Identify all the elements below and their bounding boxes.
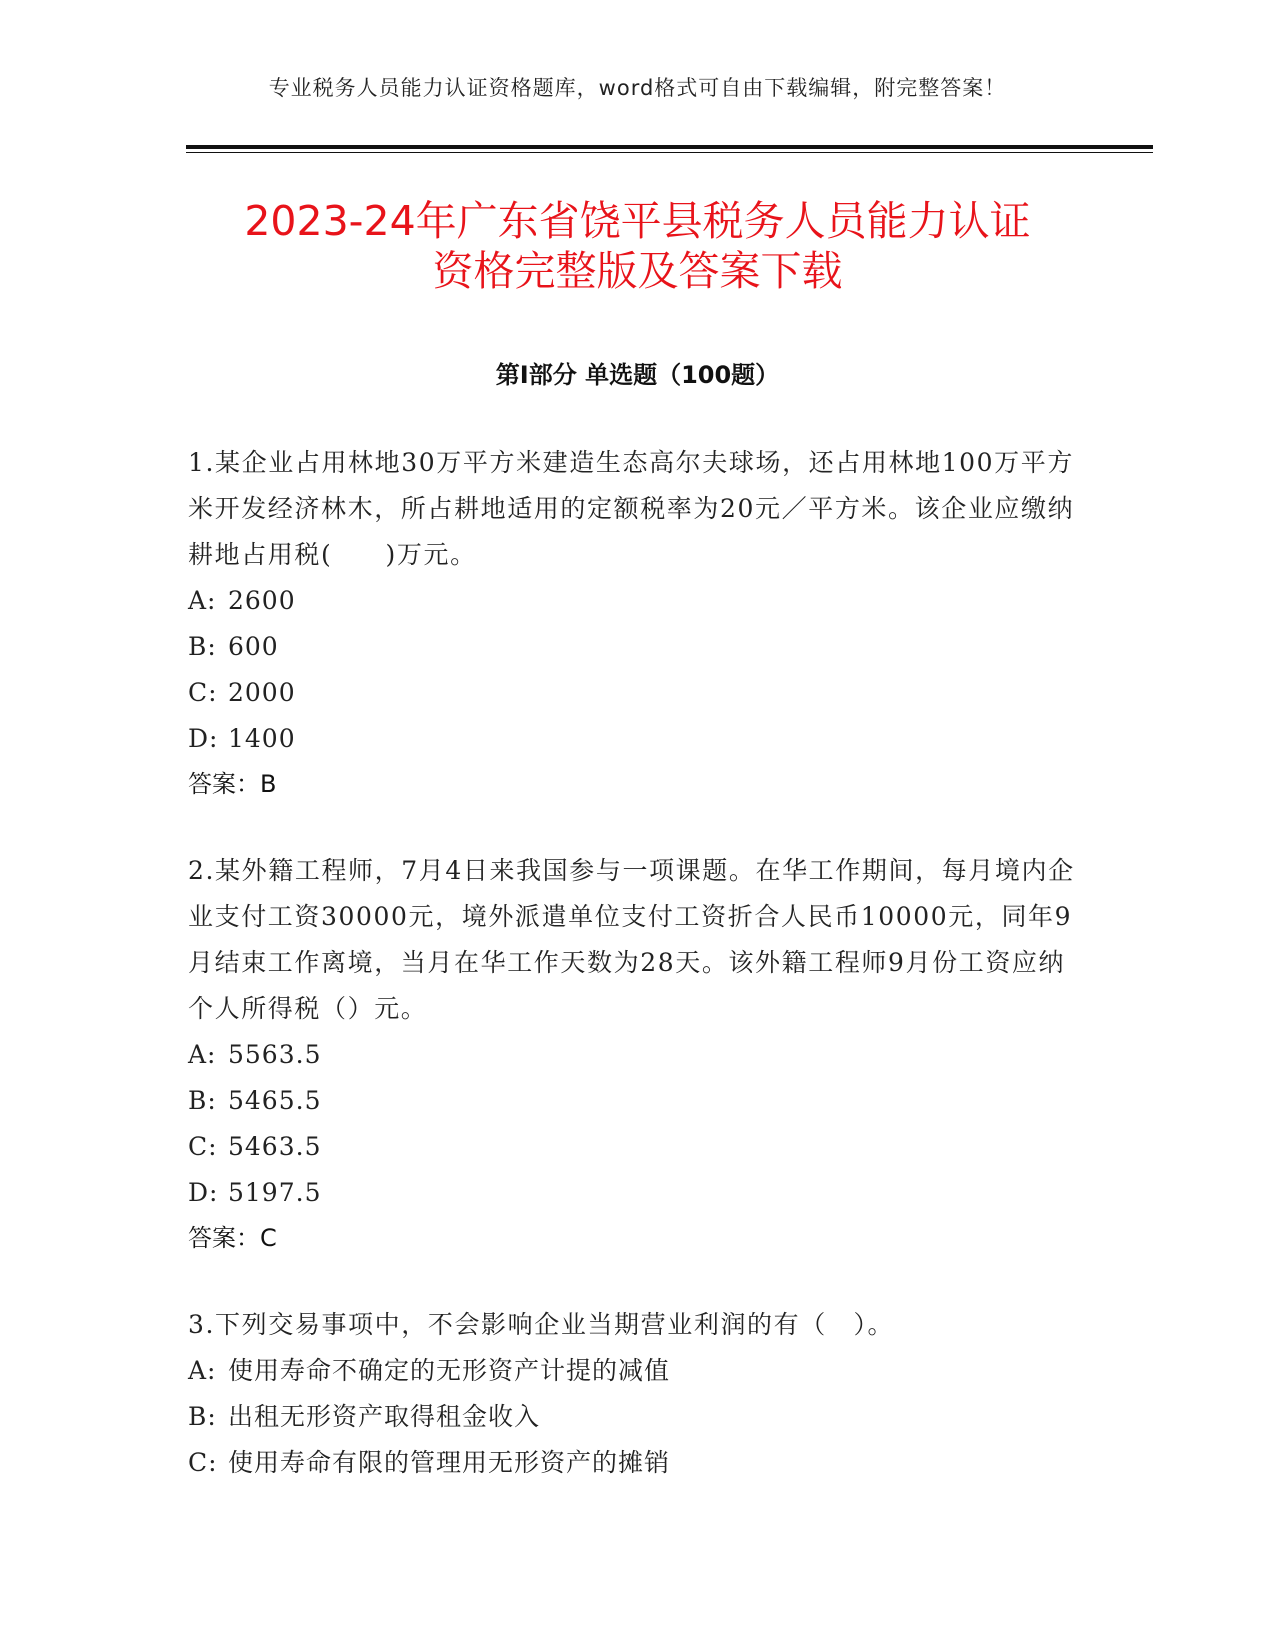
- option-text: 600: [228, 632, 279, 661]
- question-list: [188, 440, 1088, 1528]
- option-c: [188, 1440, 1088, 1486]
- header-rule-thin: [186, 152, 1153, 153]
- question-3: [188, 1302, 1088, 1486]
- answer-text: 答案：B: [188, 770, 277, 798]
- option-letter: D:: [188, 724, 219, 753]
- header-rule-thick: [186, 145, 1153, 149]
- section-title: 第Ⅰ部分 单选题（100题）: [495, 361, 780, 389]
- question-stem: 3.下列交易事项中，不会影响企业当期营业利润的有（ ）。: [188, 1310, 895, 1339]
- question-1: [188, 440, 1088, 806]
- option-text: 使用寿命不确定的无形资产计提的减值: [228, 1356, 671, 1385]
- option-letter: C:: [188, 678, 218, 707]
- option-c: [188, 1124, 1088, 1170]
- option-text: 出租无形资产取得租金收入: [228, 1402, 541, 1431]
- option-text: 5563.5: [228, 1040, 322, 1069]
- option-a: [188, 1348, 1088, 1394]
- option-text: 5197.5: [228, 1178, 322, 1207]
- option-text: 2600: [228, 586, 296, 615]
- option-b: [188, 1078, 1088, 1124]
- option-letter: A:: [188, 1040, 217, 1069]
- option-d: [188, 716, 1088, 762]
- option-c: [188, 670, 1088, 716]
- option-letter: B:: [188, 632, 217, 661]
- option-d: [188, 1170, 1088, 1216]
- option-text: 使用寿命有限的管理用无形资产的摊销: [228, 1448, 671, 1477]
- option-a: [188, 578, 1088, 624]
- option-a: [188, 1032, 1088, 1078]
- document-title-line-1: 2023-24年广东省饶平县税务人员能力认证: [244, 197, 1031, 245]
- option-text: 1400: [228, 724, 296, 753]
- document-title-line-2: 资格完整版及答案下载: [432, 247, 843, 295]
- question-2: [188, 848, 1088, 1260]
- option-letter: C:: [188, 1132, 218, 1161]
- question-stem: 2.某外籍工程师，7月4日来我国参与一项课题。在华工作期间，每月境内企业支付工资30000元，境外派遣单位支付工资折合人民币10000元，同年9月结束工作离境，当月在华工作天数为28天。该外籍工程师9月份工资应纳个人所得税（）元。: [188, 856, 1075, 1023]
- answer-text: 答案：C: [188, 1224, 277, 1252]
- option-b: [188, 1394, 1088, 1440]
- page-header-text: 专业税务人员能力认证资格题库，word格式可自由下载编辑，附完整答案！: [268, 76, 1007, 100]
- option-text: 5465.5: [228, 1086, 322, 1115]
- option-letter: A:: [188, 1356, 217, 1385]
- option-letter: A:: [188, 586, 217, 615]
- question-stem: 1.某企业占用林地30万平方米建造生态高尔夫球场，还占用林地100万平方米开发经济林木，所占耕地适用的定额税率为20元／平方米。该企业应缴纳耕地占用税( )万元。: [188, 448, 1075, 569]
- option-text: 2000: [228, 678, 296, 707]
- document-title: [150, 196, 1125, 296]
- option-letter: B:: [188, 1086, 217, 1115]
- option-letter: D:: [188, 1178, 219, 1207]
- option-text: 5463.5: [228, 1132, 322, 1161]
- option-letter: C:: [188, 1448, 218, 1477]
- option-letter: B:: [188, 1402, 217, 1431]
- option-b: [188, 624, 1088, 670]
